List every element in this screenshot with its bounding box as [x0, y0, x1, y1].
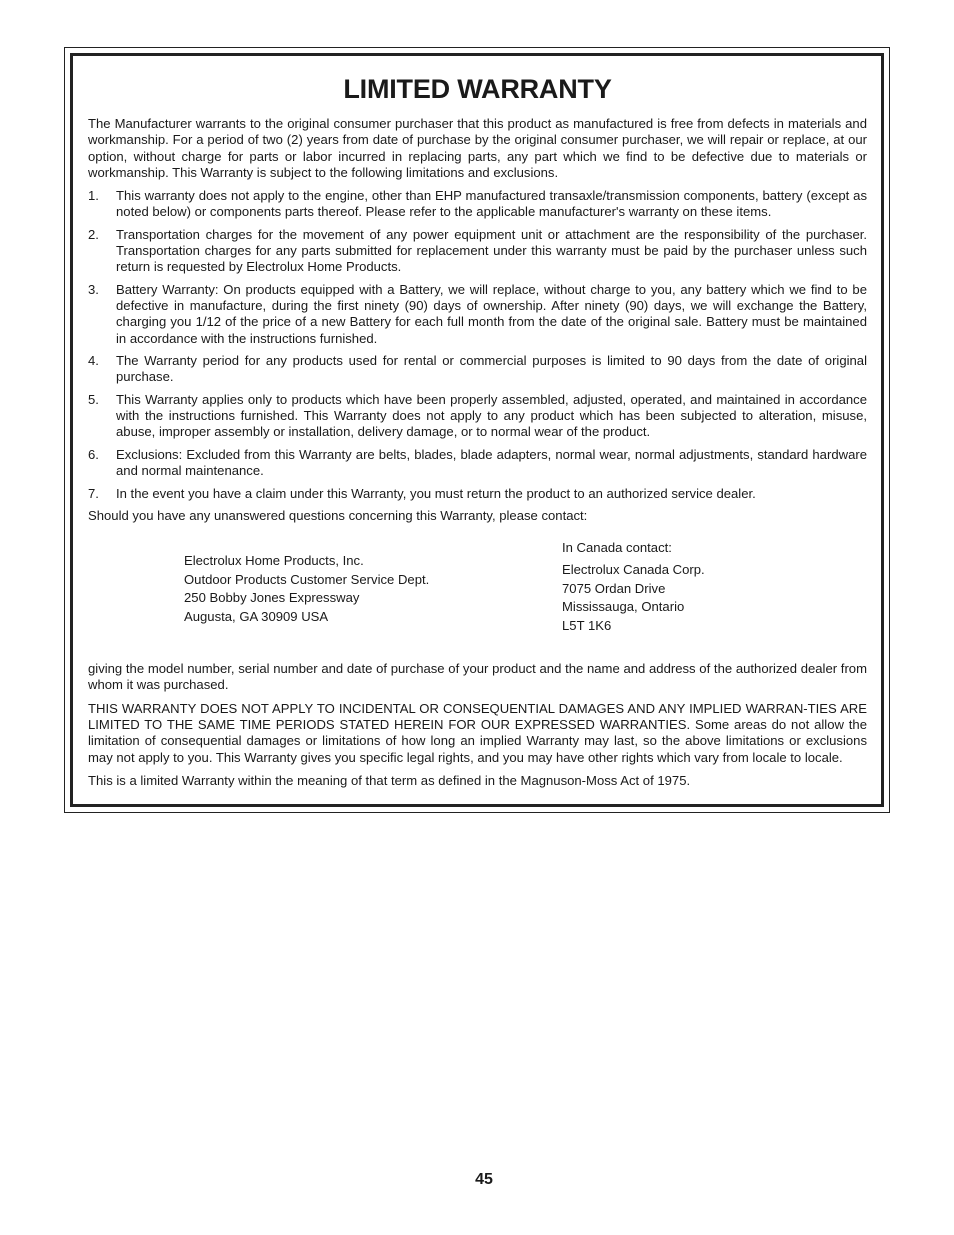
- addresses: [88, 539, 867, 649]
- limitation-item-5: [88, 392, 867, 441]
- item-text: The Warranty period for any products used for rental or commercial purposes is limited to 90 days from the date of original purchase.: [116, 353, 867, 385]
- address-line: 7075 Ordan Drive: [562, 580, 666, 596]
- address-line: Augusta, GA 30909 USA: [184, 608, 329, 624]
- item-text: Battery Warranty: On products equipped with a Battery, we will replace, without charge to you, any battery which we find to be defective in manufacture, during the first ninety (90) days of ownership. After ninety (90) days, we will exchange the Battery, charging you 1/12 of the price of a new Battery for each full month from the date of the original sale. Battery must be maintained in accordance with the instructions furnished.: [116, 281, 867, 346]
- page-number: 45: [475, 1171, 493, 1188]
- item-text: Exclusions: Excluded from this Warranty are belts, blades, blade adapters, normal wear, normal adjustments, standard hardware and normal maintenance.: [116, 446, 867, 479]
- limitation-item-7: [88, 486, 867, 502]
- warranty-intro: The Manufacturer warrants to the original consumer purchaser that this product as manufactured is free from defects in materials and workmanship. For a period of two (2) years from date of purchase by the original consumer purchaser, we will repair or replace, at our option, without charge for parts or labor incurred in replacing parts, any part which we find to be defective due to materials or workmanship. This Warranty is subject to the following limitations and exclusions.: [88, 116, 867, 180]
- item-number: 2.: [88, 226, 99, 242]
- address-line: Mississauga, Ontario: [562, 599, 685, 615]
- limitation-item-3: [88, 282, 867, 347]
- limitation-item-1: [88, 188, 867, 221]
- item-number: 4.: [88, 353, 99, 369]
- warranty-content: [88, 74, 867, 796]
- limitation-item-6: [88, 447, 867, 480]
- item-text: In the event you have a claim under this Warranty, you must return the product to an authorized service dealer.: [116, 485, 756, 501]
- address-canada: [562, 539, 705, 635]
- warranty-box-outer-border: [64, 47, 890, 813]
- limitation-item-4: [88, 353, 867, 386]
- address-us: [184, 552, 429, 626]
- item-text: This Warranty applies only to products which have been properly assembled, adjusted, operated, and maintained in accordance with the instructions furnished. This Warranty does not apply to any product which has been subjected to alteration, misuse, abuse, improper assembly or installation, delivery damage, or to normal wear of the product.: [116, 391, 867, 440]
- item-number: 1.: [88, 188, 99, 204]
- warranty-title: LIMITED WARRANTY: [343, 74, 612, 104]
- limitations-list: [88, 188, 867, 502]
- giving-paragraph: giving the model number, serial number and date of purchase of your product and the name and address of the authorized dealer from whom it was purchased.: [88, 661, 867, 693]
- item-number: 3.: [88, 281, 99, 297]
- closing-paragraph: This is a limited Warranty within the meaning of that term as defined in the Magnuson-Moss Act of 1975.: [88, 772, 691, 788]
- address-line: Outdoor Products Customer Service Dept.: [184, 571, 430, 587]
- item-number: 7.: [88, 485, 99, 501]
- warranty-box-inner-border: [70, 53, 884, 807]
- address-line: L5T 1K6: [562, 618, 612, 634]
- canada-contact-heading: In Canada contact:: [562, 540, 672, 556]
- item-text: Transportation charges for the movement of any power equipment unit or attachment are the responsibility of the purchaser. Transportation charges for any parts submitted for replacement under this warranty must be paid by the purchaser unless such return is requested by Electrolux Home Products.: [116, 226, 867, 275]
- item-text: This warranty does not apply to the engine, other than EHP manufactured transaxle/transmission components, battery (except as noted below) or components parts thereof. Please refer to the applicable manufacturer's warranty on these items.: [116, 188, 867, 220]
- address-line: 250 Bobby Jones Expressway: [184, 590, 360, 606]
- item-number: 5.: [88, 391, 99, 407]
- address-line: Electrolux Canada Corp.: [562, 562, 705, 578]
- disclaimer-paragraph: THIS WARRANTY DOES NOT APPLY TO INCIDENTAL OR CONSEQUENTIAL DAMAGES AND ANY IMPLIED WARRAN-TIES ARE LIMITED TO THE SAME TIME PERIODS STATED HEREIN FOR OUR EXPRESSED WARRANTIES. Some areas do not allow the limitation of consequential damages or limitations of how long an implied Warranty may last, so the above limitations or exclusions may not apply to you. This Warranty gives you specific legal rights, and you may have other rights which vary from locale to locale.: [88, 700, 867, 765]
- item-number: 6.: [88, 446, 99, 462]
- limitation-item-2: [88, 227, 867, 276]
- address-line: Electrolux Home Products, Inc.: [184, 553, 364, 569]
- contact-intro: Should you have any unanswered questions concerning this Warranty, please contact:: [88, 507, 588, 523]
